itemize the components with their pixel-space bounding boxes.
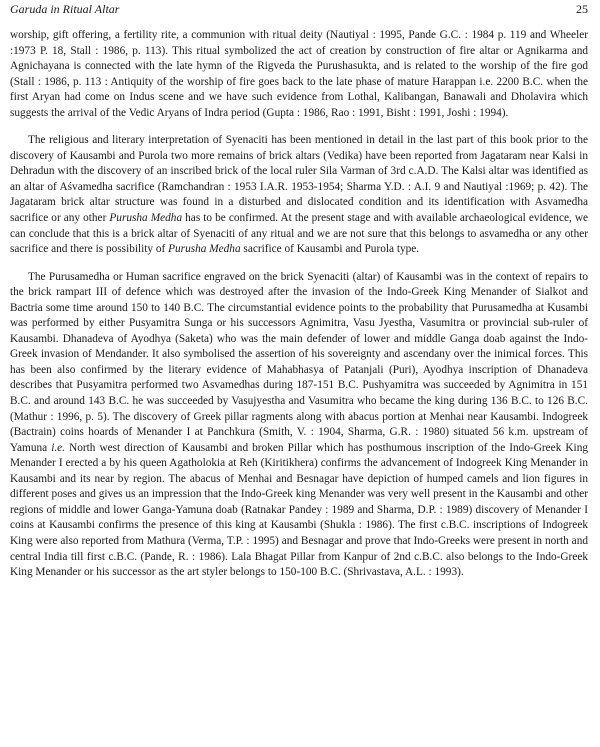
running-title: Garuda in Ritual Altar (10, 2, 120, 16)
page-body (10, 28, 588, 581)
text-run: worship, gift offering, a fertility rite, a communion with ritual deity (Nautiyal : 1995, Pande G.C. : 1984 p. 119 and Wheeler :1973 P. 18, Stall : 1986, p. 113). This ritual symbolized the act of creation by construction of fire altar or Agnikarma and Agnichayana is connected with the late hymn of the Rigveda the Purushasukta, and is related to the worship of the fire god (Stall : 1986, p. 113 : Antiquity of the worship of fire goes back to the late phase of mature Harappan i.e. 2200 B.C. when the first Aryan had come on Indus scene and we have such evidence from Lothal, Kalibangan, Banawali and Dholavira which suggests the arrival of the Vedic Aryans of Indra period (Gupta : 1986, Rao : 1991, Bisht : 1991, Joshi : 1994). (10, 29, 588, 119)
text-run: The religious and literary interpretation of Syenaciti has been mentioned in detail in the last part of this book prior to the discovery of Kausambi and Purola two more remains of brick altars (Vedika) have been reported from Jagataram near Kalsi in Dehradun with the discovery of an inscribed brick of the local ruler Sila Varman of 3rd c.A.D. The Kalsi altar was identified as an altar of Aśvamedha sacrifice (Ramchandran : 1953 I.A.R. 1953-1954; Sharma Y.D. : A.I. 9 and Nautiyal :1969; p. 42). The Jagataram brick altar structure was found in a disturbed and dislocated condition and its identification with Asvamedha sacrifice or any other (10, 134, 588, 225)
paragraph-3 (10, 270, 588, 581)
italic-term: i.e. (51, 441, 66, 454)
text-run: The Purusamedha or Human sacrifice engraved on the brick Syenaciti (altar) of Kausambi was in the context of repairs to the brick rampart III of defence which was destroyed after the invasion of the Indo-Greek King Menander of Sialkot and Bactria some time around 150 to 140 B.C. The circumstantial evidence points to the probability that Purusamedha at Kusambi was performed by either Pusyamitra Sunga or his successors Agnimitra, Vasu Jyestha, Vasumitra or provincial sub-ruler of Kausambi. Dhanadeva of Ayodhya (Saketa) who was the main defender of lower and middle Ganga doab against the Indo-Greek invasion of Mendander. It also symbolised the assertion of his sovereignty and ascendany over the inimical forces. This has been also confirmed by the literary evidence of Mahabhasya of Patanjali (Puri), Ayodhya inscription of Dhanadeva describes that Pusyamitra performed two Asvamedhas during 187-151 B.C. Pushyamitra was succeeded by Agnimitra in 151 B.C. and around 143 B.C. he was succeeded by Vasujyestha and Vasumitra who became the king during 136 B.C. to 126 B.C. (Mathur : 1996, p. 5). The discovery of Greek pillar ragments along with abacus portion at Menhai near Kausambi. Indogreek (Bactrain) coins hoards of Menander I at Panchkura (Smith, V. : 1904, Sharma, G.R. : 1980) situated 56 k.m. upstream of Yamuna (10, 270, 588, 454)
paragraph-2 (10, 133, 588, 257)
text-run: sacrifice of Kausambi and Purola type. (240, 243, 420, 256)
page-header (10, 2, 588, 20)
text-run: has to be confirmed. At the present stage and with available archaeological evidence, we can conclude that this is a brick altar of Syenaciti of any ritual and we are not sure that this belongs to asvamedha or any other sacrifice and there is possibility of (10, 212, 589, 256)
page-number: 25 (576, 2, 588, 16)
paragraph-1 (10, 28, 588, 121)
text-run: North west direction of Kausambi and broken Pillar which has posthumous inscription of the Indo-Greek King Menander I erected a by his queen Agatholokia at Reh (Kiritikhera) confirms the advancement of Indogreek King Menander in Kausambi and its near by region. The abacus of Menhai and Besnagar have depiction of humped camels and lion figures in different poses and gives us an impression that the Indo-Greek king Menander was very well present in the Kausambi and other regions of middle and lower Ganga-Yamuna doab (Ratnakar Pandey : 1989 and Sharma, D.P. : 1989) discovery of Menander I coins at Kausambi confirms the presence of this king at Kausambi (Shukla : 1986). The first c.B.C. inscriptions of Indogreek King were also reported from Mathura (Verma, T.P. : 1995) and Besnagar and prove that Indo-Greeks were present in north and central India till first c.B.C. (Pande, R. : 1986). Lala Bhagat Pillar from Kanpur of 2nd c.B.C. also belongs to the Indo-Greek King Menander or his successor as the art styler belongs to 150-100 B.C. (Shrivastava, A.L. : 1993). (10, 441, 588, 579)
italic-term: Purusha Medha (109, 212, 183, 225)
italic-term: Purusha Medha (168, 243, 241, 256)
